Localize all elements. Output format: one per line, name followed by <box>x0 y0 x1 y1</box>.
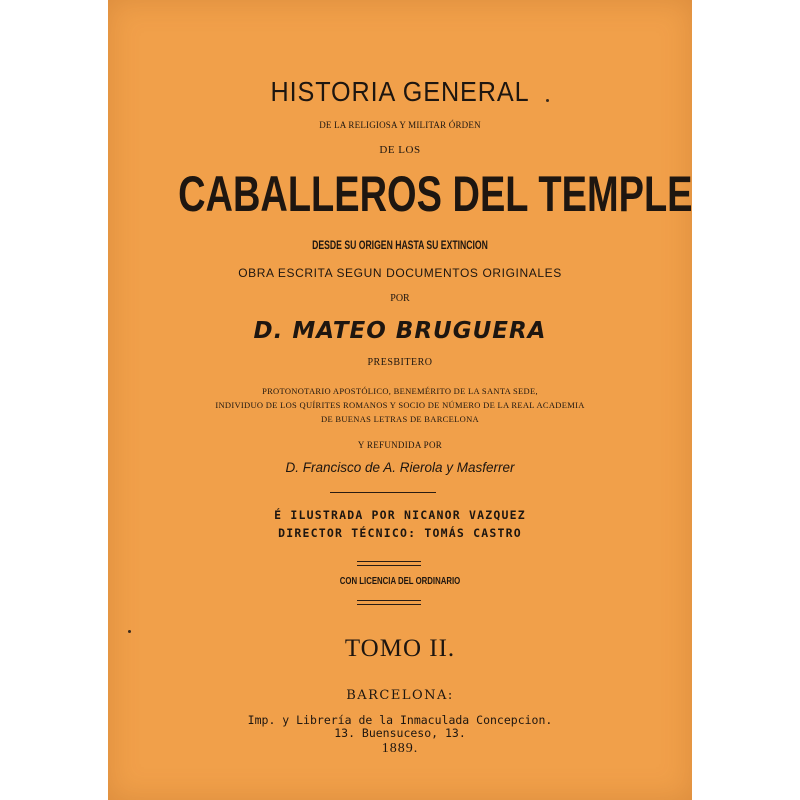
ink-speck <box>546 99 549 102</box>
imprint-printer: Imp. y Librería de la Inmaculada Concepcion. <box>247 713 553 727</box>
imprint-address: 13. Buensuceso, 13. <box>334 726 466 740</box>
de-los-line: DE LOS <box>379 144 421 156</box>
license-line: CON LICENCIA DEL ORDINARIO <box>339 576 461 587</box>
double-divider-top <box>357 561 421 566</box>
credential-line: DE BUENAS LETRAS DE BARCELONA <box>321 414 479 424</box>
author-name: D. MATEO BRUGUERA <box>253 318 547 344</box>
main-title: CABALLEROS DEL TEMPLE <box>178 166 693 222</box>
author-role: PRESBITERO <box>367 357 433 368</box>
by-line: POR <box>390 293 410 304</box>
author-credentials <box>108 384 692 426</box>
reviser-name: D. Francisco de A. Rierola y Masferrer <box>285 460 515 475</box>
imprint-city: BARCELONA: <box>346 688 454 703</box>
imprint-year: 1889. <box>381 741 419 756</box>
director-line: DIRECTOR TÉCNICO: TOMÁS CASTRO <box>278 526 522 540</box>
recast-by-line: Y REFUNDIDA POR <box>357 440 443 450</box>
title-top: HISTORIA GENERAL <box>270 76 530 107</box>
origin-line: DESDE SU ORIGEN HASTA SU EXTINCION <box>312 238 488 252</box>
ink-speck <box>128 630 131 633</box>
subtitle-order: DE LA RELIGIOSA Y MILITAR ÓRDEN <box>319 120 481 130</box>
divider-rule <box>330 492 436 493</box>
credential-line: INDIVIDUO DE LOS QUÍRITES ROMANOS Y SOCIO DE NÚMERO DE LA REAL ACADEMIA <box>215 400 585 410</box>
illustrator-line: É ILUSTRADA POR NICANOR VAZQUEZ <box>274 508 526 522</box>
book-cover-page <box>108 0 692 800</box>
volume-number: TOMO II. <box>344 635 456 662</box>
double-divider-bottom <box>357 600 421 605</box>
credential-line: PROTONOTARIO APOSTÓLICO, BENEMÉRITO DE LA SANTA SEDE, <box>262 386 538 396</box>
work-line: OBRA ESCRITA SEGUN DOCUMENTOS ORIGINALES <box>238 266 562 280</box>
